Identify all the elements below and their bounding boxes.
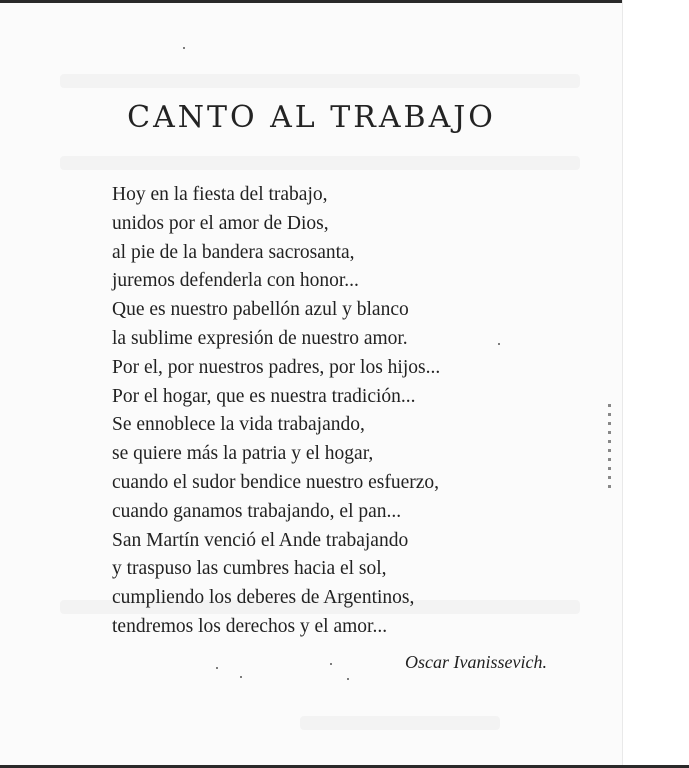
margin-scan-mark bbox=[608, 404, 611, 494]
scan-top-edge bbox=[0, 0, 689, 3]
dust-speck bbox=[240, 676, 242, 678]
dust-speck bbox=[216, 667, 218, 669]
verse-line: San Martín venció el Ande trabajando bbox=[112, 529, 409, 551]
verse-line: tendremos los derechos y el amor... bbox=[112, 615, 388, 637]
show-through-mark bbox=[60, 74, 580, 88]
verse-line: Que es nuestro pabellón azul y blanco bbox=[112, 299, 409, 321]
verse-line: se quiere más la patria y el hogar, bbox=[112, 443, 374, 465]
dust-speck bbox=[183, 47, 185, 49]
show-through-mark bbox=[300, 716, 500, 730]
poem-title: CANTO AL TRABAJO bbox=[127, 100, 496, 135]
verse-line: cuando ganamos trabajando, el pan... bbox=[112, 500, 402, 522]
verse-line: cuando el sudor bendice nuestro esfuerzo, bbox=[112, 471, 440, 493]
dust-speck bbox=[330, 663, 332, 665]
verse-line: cumpliendo los deberes de Argentinos, bbox=[112, 587, 415, 609]
poem-body bbox=[112, 181, 582, 642]
scan-right-margin bbox=[622, 0, 689, 768]
verse-line: al pie de la bandera sacrosanta, bbox=[112, 241, 355, 263]
show-through-mark bbox=[60, 156, 580, 170]
verse-line: Hoy en la fiesta del trabajo, bbox=[112, 184, 328, 205]
verse-line: Por el hogar, que es nuestra tradición... bbox=[112, 385, 416, 407]
verse-line: y traspuso las cumbres hacia el sol, bbox=[112, 558, 387, 580]
author-signature: Oscar Ivanissevich. bbox=[405, 652, 547, 672]
verse-line: Se ennoblece la vida trabajando, bbox=[112, 414, 365, 436]
verse-line: Por el, por nuestros padres, por los hijos... bbox=[112, 356, 441, 378]
verse-line: juremos defenderla con honor... bbox=[112, 270, 359, 292]
verse-line: la sublime expresión de nuestro amor. bbox=[112, 327, 408, 349]
verse-line: unidos por el amor de Dios, bbox=[112, 212, 329, 234]
dust-speck bbox=[347, 678, 349, 680]
